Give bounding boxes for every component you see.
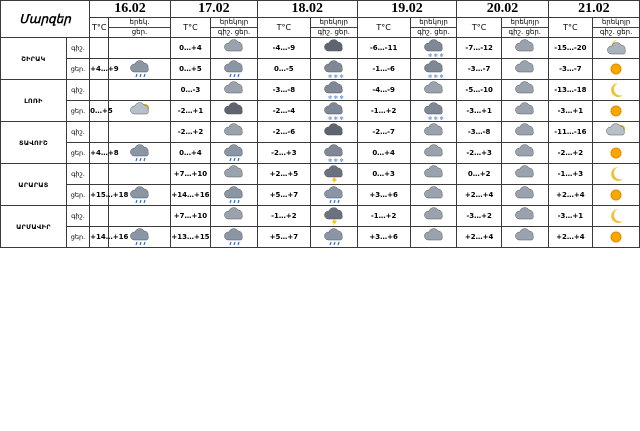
temperature-cell: -3…+2 bbox=[457, 206, 502, 227]
svg-text:✻ ✻ ✻: ✻ ✻ ✻ bbox=[327, 74, 344, 80]
temp-unit-header: T°C bbox=[170, 18, 210, 38]
empty-icon bbox=[109, 38, 171, 59]
temperature-cell: -3…-8 bbox=[257, 80, 310, 101]
cloud-snow-icon bbox=[310, 80, 357, 101]
cloud-rain-icon bbox=[211, 185, 258, 206]
temperature-cell: -3…-8 bbox=[457, 122, 502, 143]
cloud-icon bbox=[501, 80, 548, 101]
cloud-dark-icon bbox=[310, 38, 357, 59]
cloud-snow-icon bbox=[310, 143, 357, 164]
period-header: երեկոյր գիշ. ցեր. bbox=[211, 18, 258, 38]
svg-text:✻ ✻ ✻: ✻ ✻ ✻ bbox=[327, 95, 344, 101]
temperature-cell: -2…+3 bbox=[257, 143, 310, 164]
empty-icon bbox=[109, 206, 171, 227]
date-header: 17.02 bbox=[170, 1, 257, 18]
temperature-cell: 0…-5 bbox=[257, 59, 310, 80]
cloud-icon bbox=[410, 143, 457, 164]
svg-text:✻ ✻ ✻: ✻ ✻ ✻ bbox=[427, 116, 444, 122]
temp-unit-header: T°C bbox=[548, 18, 593, 38]
temperature-cell: -3…+1 bbox=[457, 101, 502, 122]
region-name: ԱՐԱՐԱՏ bbox=[1, 164, 67, 206]
cloud-icon bbox=[501, 227, 548, 248]
temp-unit-header: T°C bbox=[457, 18, 502, 38]
cloud-icon bbox=[211, 122, 258, 143]
temperature-cell: -2…+3 bbox=[457, 143, 502, 164]
temperature-cell: +2…+4 bbox=[457, 185, 502, 206]
cloud-icon bbox=[410, 206, 457, 227]
cloud-rain-icon bbox=[211, 143, 258, 164]
temperature-cell: +5…+7 bbox=[257, 227, 310, 248]
temperature-cell: -4…-9 bbox=[357, 80, 410, 101]
date-header: 18.02 bbox=[257, 1, 357, 18]
period-label: գիշ. bbox=[66, 80, 89, 101]
temperature-cell: -13…-18 bbox=[548, 80, 593, 101]
cloud-icon bbox=[501, 164, 548, 185]
period-label: ցեր. bbox=[66, 143, 89, 164]
cloud-icon bbox=[410, 185, 457, 206]
period-header: երեկոյր գիշ. ցեր. bbox=[310, 18, 357, 38]
temperature-cell: -1…+2 bbox=[357, 206, 410, 227]
temperature-cell: -3…+1 bbox=[548, 206, 593, 227]
temperature-cell: -3…-7 bbox=[457, 59, 502, 80]
cloud-icon bbox=[410, 227, 457, 248]
temperature-cell: -7…-12 bbox=[457, 38, 502, 59]
temp-unit-header: T°C bbox=[90, 18, 109, 38]
cloud-icon bbox=[501, 38, 548, 59]
temperature-cell: +4…+8 bbox=[90, 143, 109, 164]
date-header: 20.02 bbox=[457, 1, 548, 18]
temperature-cell bbox=[90, 38, 109, 59]
cloud-sun-icon bbox=[109, 101, 171, 122]
region-name: ՏԱՎՈՒՇ bbox=[1, 122, 67, 164]
cloud-storm-icon bbox=[310, 164, 357, 185]
sun-icon bbox=[593, 227, 640, 248]
period-label: գիշ. bbox=[66, 122, 89, 143]
svg-text:✻ ✻ ✻: ✻ ✻ ✻ bbox=[427, 53, 444, 59]
temperature-cell: +3…+6 bbox=[357, 185, 410, 206]
temperature-cell: -2…+2 bbox=[548, 143, 593, 164]
temperature-cell: -5…-10 bbox=[457, 80, 502, 101]
cloud-storm-icon bbox=[310, 206, 357, 227]
cloud-icon bbox=[501, 185, 548, 206]
moon-icon bbox=[593, 164, 640, 185]
temperature-cell: 0…+4 bbox=[170, 143, 210, 164]
temperature-cell: -2…-7 bbox=[357, 122, 410, 143]
temperature-cell: -2…-4 bbox=[257, 101, 310, 122]
svg-text:✻ ✻ ✻: ✻ ✻ ✻ bbox=[427, 74, 444, 80]
cloud-snow-icon bbox=[310, 59, 357, 80]
cloud-snow-icon bbox=[410, 101, 457, 122]
period-label: ցեր. bbox=[66, 227, 89, 248]
sun-icon bbox=[593, 59, 640, 80]
cloud-sun-icon bbox=[593, 122, 640, 143]
cloud-icon bbox=[501, 143, 548, 164]
temperature-cell: +15…+18 bbox=[90, 185, 109, 206]
cloud-rain-icon bbox=[310, 185, 357, 206]
period-label: գիշ. bbox=[66, 164, 89, 185]
svg-text:✻ ✻ ✻: ✻ ✻ ✻ bbox=[327, 158, 344, 164]
temperature-cell: -1…+2 bbox=[357, 101, 410, 122]
period-header: երեկոյր գիշ. ցեր. bbox=[593, 18, 640, 38]
cloud-icon bbox=[501, 122, 548, 143]
temperature-cell: 0…+3 bbox=[357, 164, 410, 185]
cloud-icon bbox=[211, 164, 258, 185]
temperature-cell: -2…+2 bbox=[170, 122, 210, 143]
temperature-cell: -3…+1 bbox=[548, 101, 593, 122]
temperature-cell: 0…+5 bbox=[170, 59, 210, 80]
cloud-icon bbox=[410, 122, 457, 143]
moon-cloud-icon bbox=[593, 38, 640, 59]
temperature-cell: +13…+15 bbox=[170, 227, 210, 248]
sun-icon bbox=[593, 101, 640, 122]
temperature-cell: +2…+4 bbox=[457, 227, 502, 248]
temperature-cell: -2…+1 bbox=[170, 101, 210, 122]
cloud-snow-icon bbox=[310, 101, 357, 122]
cloud-icon bbox=[211, 80, 258, 101]
cloud-icon bbox=[410, 80, 457, 101]
temperature-cell: 0…+2 bbox=[457, 164, 502, 185]
temperature-cell: +14…+16 bbox=[170, 185, 210, 206]
period-label: գիշ. bbox=[66, 206, 89, 227]
region-header: Մարզեր bbox=[1, 1, 90, 38]
svg-text:✻ ✻ ✻: ✻ ✻ ✻ bbox=[327, 116, 344, 122]
cloud-rain-icon bbox=[211, 227, 258, 248]
temperature-cell: -2…-6 bbox=[257, 122, 310, 143]
temperature-cell: 0…+5 bbox=[90, 101, 109, 122]
region-name: ԼՈՌԻ bbox=[1, 80, 67, 122]
temperature-cell: +5…+7 bbox=[257, 185, 310, 206]
cloud-icon bbox=[211, 38, 258, 59]
temperature-cell bbox=[90, 164, 109, 185]
temperature-cell: 0…-3 bbox=[170, 80, 210, 101]
cloud-dark-icon bbox=[310, 122, 357, 143]
cloud-dark-icon bbox=[211, 101, 258, 122]
date-header: 19.02 bbox=[357, 1, 457, 18]
region-name: ԱՐՄԱՎԻՐ bbox=[1, 206, 67, 248]
temperature-cell: 0…+4 bbox=[170, 38, 210, 59]
temperature-cell: +4…+9 bbox=[90, 59, 109, 80]
cloud-rain-icon bbox=[310, 227, 357, 248]
region-name: ՇԻՐԱԿ bbox=[1, 38, 67, 80]
temperature-cell: +7…+10 bbox=[170, 206, 210, 227]
temperature-cell: +3…+6 bbox=[357, 227, 410, 248]
period-label: գիշ. bbox=[66, 38, 89, 59]
cloud-icon bbox=[410, 164, 457, 185]
temperature-cell: -15…-20 bbox=[548, 38, 593, 59]
temperature-cell: -1…-6 bbox=[357, 59, 410, 80]
temperature-cell: -11…-16 bbox=[548, 122, 593, 143]
empty-icon bbox=[109, 122, 171, 143]
temperature-cell: +2…+5 bbox=[257, 164, 310, 185]
temp-unit-header: T°C bbox=[257, 18, 310, 38]
empty-icon bbox=[109, 80, 171, 101]
temperature-cell: -1…+2 bbox=[257, 206, 310, 227]
date-header: 21.02 bbox=[548, 1, 639, 18]
temperature-cell: 0…+4 bbox=[357, 143, 410, 164]
period-label: ցեր. bbox=[66, 59, 89, 80]
temperature-cell: -4…-9 bbox=[257, 38, 310, 59]
sun-icon bbox=[593, 143, 640, 164]
cloud-rain-icon bbox=[211, 59, 258, 80]
period-label: ցեր. bbox=[66, 185, 89, 206]
moon-icon bbox=[593, 206, 640, 227]
cloud-snow-icon bbox=[410, 38, 457, 59]
temperature-cell: +14…+16 bbox=[90, 227, 109, 248]
period-header: երեկոյր գիշ. ցեր. bbox=[501, 18, 548, 38]
period-header: երեկ. ցեր. bbox=[109, 18, 171, 38]
cloud-icon bbox=[501, 101, 548, 122]
date-header: 16.02 bbox=[90, 1, 171, 18]
temperature-cell bbox=[90, 122, 109, 143]
moon-icon bbox=[593, 80, 640, 101]
temperature-cell: -6…-11 bbox=[357, 38, 410, 59]
temperature-cell bbox=[90, 80, 109, 101]
cloud-snow-icon bbox=[410, 59, 457, 80]
temperature-cell: +2…+4 bbox=[548, 185, 593, 206]
temperature-cell: -1…+3 bbox=[548, 164, 593, 185]
cloud-icon bbox=[501, 206, 548, 227]
temp-unit-header: T°C bbox=[357, 18, 410, 38]
period-header: երեկոյր գիշ. ցեր. bbox=[410, 18, 457, 38]
sun-icon bbox=[593, 185, 640, 206]
temperature-cell bbox=[90, 206, 109, 227]
period-label: ցեր. bbox=[66, 101, 89, 122]
temperature-cell: +2…+4 bbox=[548, 227, 593, 248]
temperature-cell: -3…-7 bbox=[548, 59, 593, 80]
cloud-icon bbox=[211, 206, 258, 227]
cloud-icon bbox=[501, 59, 548, 80]
empty-icon bbox=[109, 164, 171, 185]
temperature-cell: +7…+10 bbox=[170, 164, 210, 185]
